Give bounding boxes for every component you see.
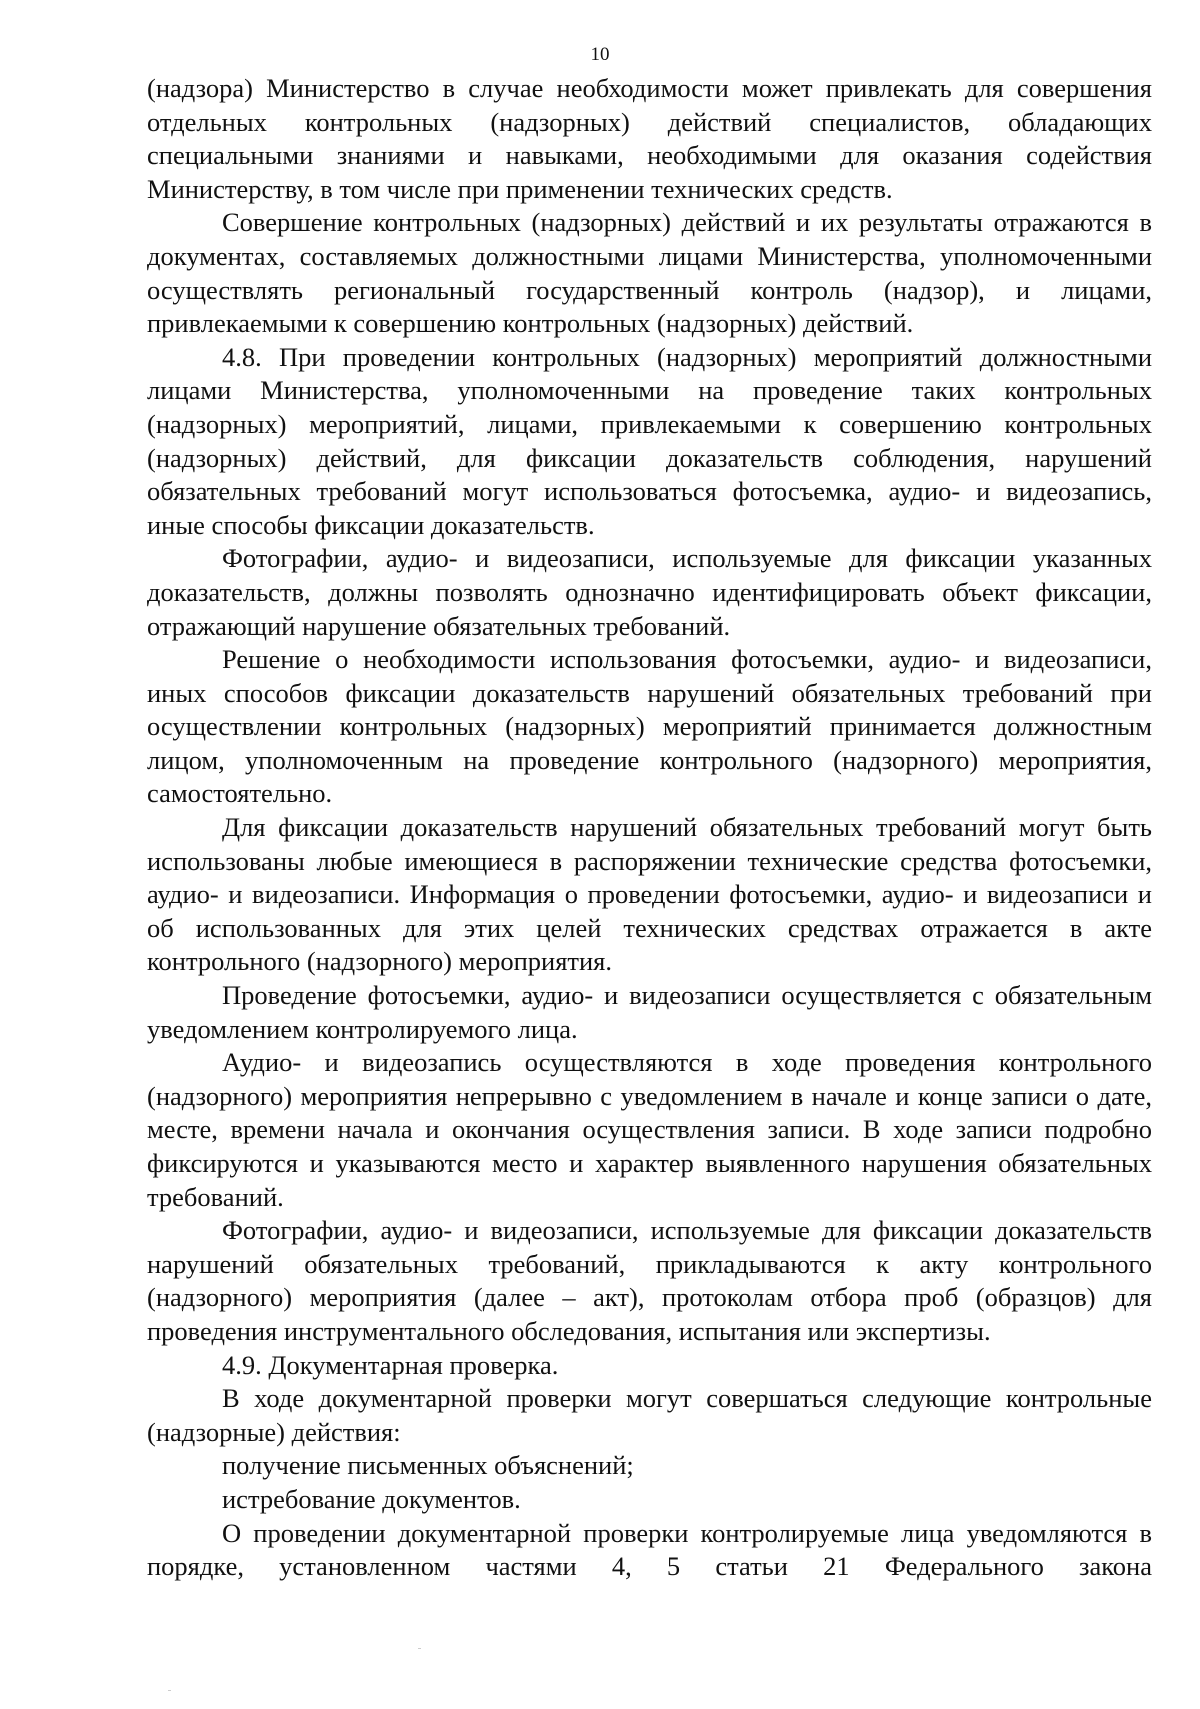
paragraph: Аудио- и видеозапись осуществляются в ходе проведения контрольного (надзорного) мероприятия непрерывно с уведомлением в начале и конце записи о дате, месте, времени начала и окончания осуществления записи. В ходе записи подробно фиксируются и указываются место и характер выявленного нарушения обязательных требований. bbox=[147, 1047, 1152, 1212]
paragraph: В ходе документарной проверки могут совершаться следующие контрольные (надзорные) действия: bbox=[147, 1383, 1152, 1447]
page-number: 10 bbox=[590, 44, 610, 65]
list-item: истребование документов. bbox=[222, 1483, 521, 1514]
paragraph: Фотографии, аудио- и видеозаписи, используемые для фиксации доказательств нарушений обязательных требований, прикладываются к акту контрольного (надзорного) мероприятия (далее – акт), протоколам отбора проб (образцов) для проведения инструментального обследования, испытания или экспертизы. bbox=[147, 1215, 1152, 1346]
paragraph: Фотографии, аудио- и видеозаписи, используемые для фиксации указанных доказательств, должны позволять однозначно идентифицировать объект фиксации, отражающий нарушение обязательных требований. bbox=[147, 543, 1152, 641]
paragraph: О проведении документарной проверки контролируемые лица уведомляются в порядке, установленном частями 4, 5 статьи 21 Федерального закона bbox=[147, 1517, 1152, 1582]
list-item: получение письменных объяснений; bbox=[222, 1450, 634, 1481]
scan-speck bbox=[418, 1648, 421, 1649]
paragraph: Решение о необходимости использования фотосъемки, аудио- и видеозаписи, иных способов фиксации доказательств нарушений обязательных требований при осуществлении контрольных (надзорных) мероприятий принимается должностным лицом, уполномоченным на проведение контрольного (надзорного) мероприятия, самостоятельно. bbox=[147, 644, 1152, 809]
scan-speck bbox=[168, 1690, 171, 1691]
paragraph: 4.8. При проведении контрольных (надзорных) мероприятий должностными лицами Министерства, уполномоченными на проведение таких контрольных (надзорных) мероприятий, лицами, привлекаемыми к совершению контрольных (надзорных) действий, для фиксации доказательств соблюдения, нарушений обязательных требований могут использоваться фотосъемка, аудио- и видеозапись, иные способы фиксации доказательств. bbox=[147, 341, 1152, 540]
paragraph: Проведение фотосъемки, аудио- и видеозаписи осуществляется с обязательным уведомлением контролируемого лица. bbox=[147, 980, 1152, 1044]
paragraph: Совершение контрольных (надзорных) действий и их результаты отражаются в документах, составляемых должностными лицами Министерства, уполномоченными осуществлять региональный государственный контроль (надзор), и лицами, привлекаемыми к совершению контрольных (надзорных) действий. bbox=[147, 207, 1152, 339]
paragraph: Для фиксации доказательств нарушений обязательных требований могут быть использованы любые имеющиеся в распоряжении технические средства фотосъемки, аудио- и видеозаписи. Информация о проведении фотосъемки, аудио- и видеозаписи и об использованных для этих целей технических средствах отражается в акте контрольного (надзорного) мероприятия. bbox=[147, 812, 1152, 977]
document-body bbox=[147, 72, 1152, 1584]
section-heading: 4.9. Документарная проверка. bbox=[222, 1349, 559, 1380]
paragraph: (надзора) Министерство в случае необходимости может привлекать для совершения отдельных контрольных (надзорных) действий специалистов, обладающих специальными знаниями и навыками, необходимыми для оказания содействия Министерству, в том числе при применении технических средств. bbox=[147, 73, 1152, 204]
